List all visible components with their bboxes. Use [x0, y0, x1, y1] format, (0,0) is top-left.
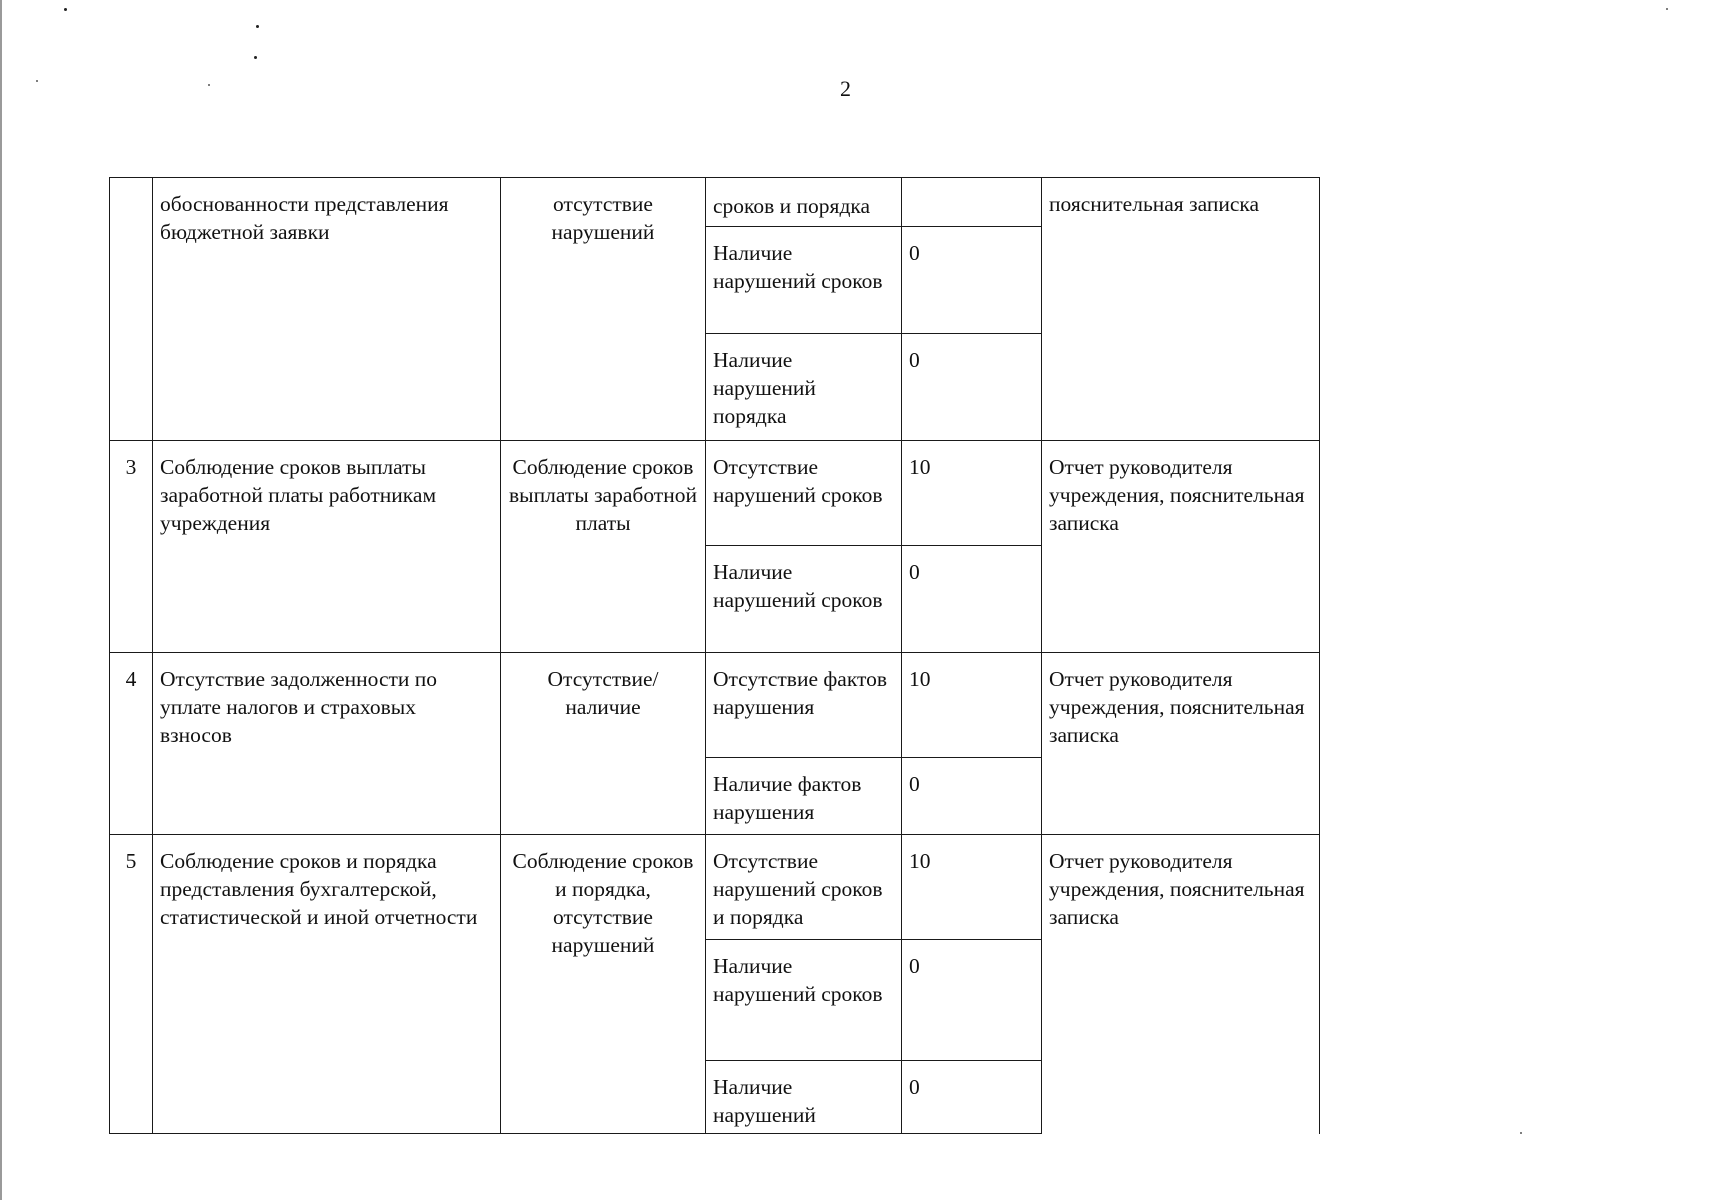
table-row	[110, 835, 1320, 940]
indicator-cell: сроков и порядка	[706, 178, 902, 227]
scan-speck	[1520, 1132, 1522, 1134]
evaluation-criteria-table	[109, 177, 1320, 1134]
indicator-text-truncated: Наличие нарушений	[713, 1075, 816, 1127]
scan-speck	[1666, 8, 1668, 10]
row-number: 4	[110, 653, 153, 835]
source-cell: Отчет руководителя учреждения, пояснительная записка	[1042, 441, 1320, 653]
indicator-cell: Наличие нарушений сроков	[706, 940, 902, 1061]
indicator-cell: Отсутствие нарушений сроков	[706, 441, 902, 546]
score-cell: 0	[902, 546, 1042, 653]
score-cell: 10	[902, 835, 1042, 940]
row-number	[110, 178, 153, 441]
scan-speck	[208, 84, 210, 86]
condition-cell: отсутствие нарушений	[501, 178, 706, 441]
score-cell: 10	[902, 653, 1042, 758]
condition-cell: Соблюдение сроков выплаты заработной платы	[501, 441, 706, 653]
criterion-cell: Отсутствие задолженности по уплате налогов и страховых взносов	[153, 653, 501, 835]
scan-speck	[254, 56, 257, 59]
scan-left-edge	[0, 0, 2, 1200]
indicator-cell: Наличие нарушений сроков	[706, 227, 902, 334]
indicator-cell	[706, 1061, 902, 1134]
table-row	[110, 653, 1320, 758]
criterion-cell: Соблюдение сроков выплаты заработной платы работникам учреждения	[153, 441, 501, 653]
source-cell: Отчет руководителя учреждения, пояснительная записка	[1042, 653, 1320, 835]
row-number: 5	[110, 835, 153, 1134]
scan-speck	[256, 25, 259, 28]
scan-speck	[36, 80, 38, 82]
scan-speck	[64, 8, 67, 11]
page-number: 2	[840, 76, 851, 101]
criterion-cell: обоснованности представления бюджетной заявки	[153, 178, 501, 441]
indicator-cell: Отсутствие нарушений сроков и порядка	[706, 835, 902, 940]
table-row	[110, 441, 1320, 546]
source-cell: пояснительная записка	[1042, 178, 1320, 441]
condition-cell: Отсутствие/ наличие	[501, 653, 706, 835]
indicator-cell: Отсутствие фактов нарушения	[706, 653, 902, 758]
score-cell: 0	[902, 1061, 1042, 1134]
condition-cell: Соблюдение сроков и порядка, отсутствие нарушений	[501, 835, 706, 1134]
score-cell: 10	[902, 441, 1042, 546]
score-cell: 0	[902, 940, 1042, 1061]
table-row	[110, 178, 1320, 227]
criterion-cell: Соблюдение сроков и порядка представления бухгалтерской, статистической и иной отчетности	[153, 835, 501, 1134]
score-cell: 0	[902, 334, 1042, 441]
score-cell	[902, 178, 1042, 227]
indicator-cell: Наличие нарушений порядка	[706, 334, 902, 441]
indicator-cell: Наличие нарушений сроков	[706, 546, 902, 653]
score-cell: 0	[902, 758, 1042, 835]
row-number: 3	[110, 441, 153, 653]
source-cell: Отчет руководителя учреждения, пояснительная записка	[1042, 835, 1320, 1134]
score-cell: 0	[902, 227, 1042, 334]
indicator-cell: Наличие фактов нарушения	[706, 758, 902, 835]
